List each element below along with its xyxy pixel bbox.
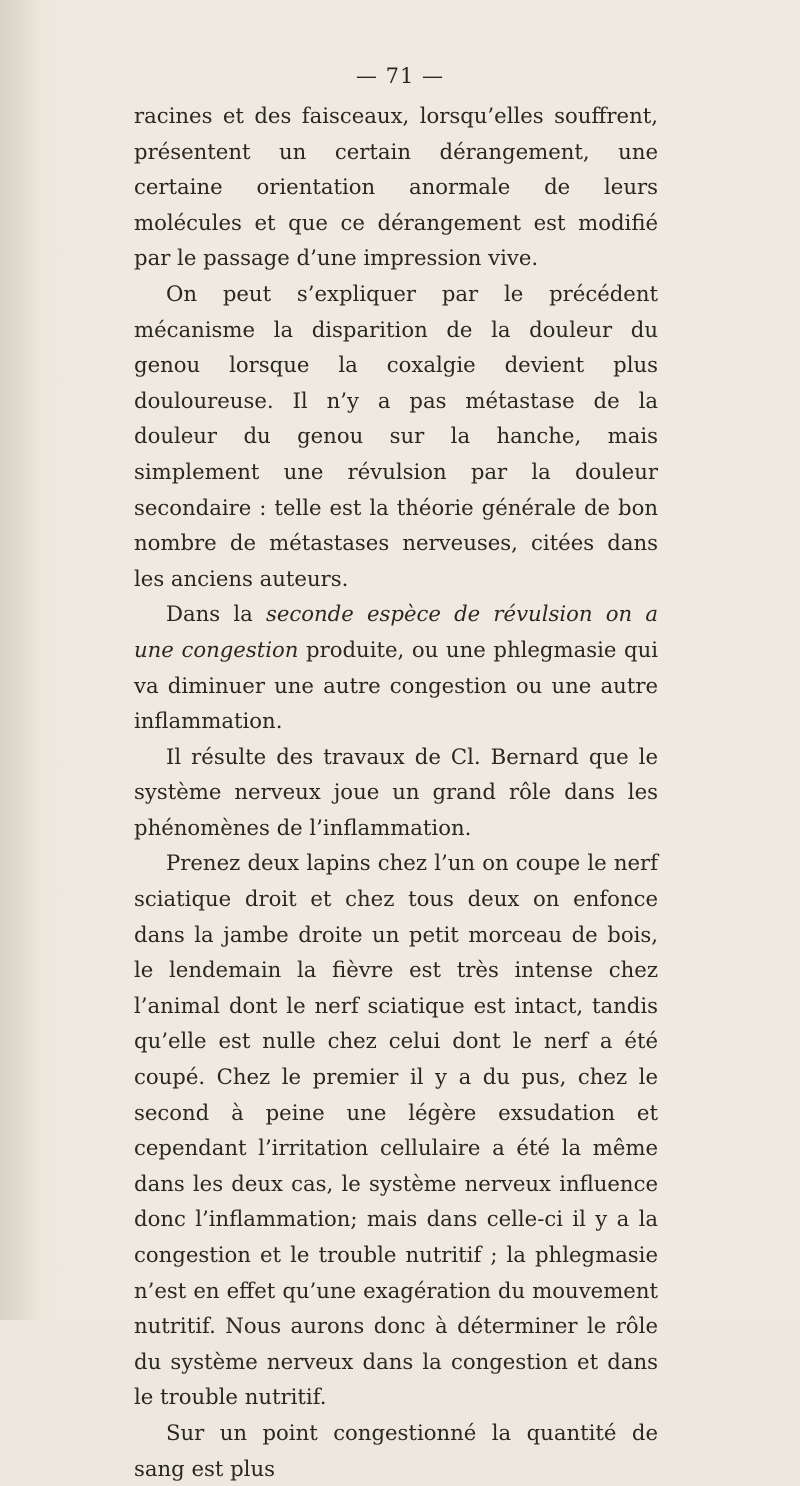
paragraph-text: Sur un point congestionné la quantité de sang est plus — [134, 1419, 658, 1481]
page-binding-shadow — [0, 0, 40, 1320]
paragraph — [134, 739, 658, 846]
paragraph-text: Prenez deux lapins chez l’un on coupe le nerf sciatique droit et chez tous deux on enfonce dans la jambe droite un petit morceau de bois, le lendemain la fièvre est très intense chez l’animal dont le nerf sciatique est intact, tandis qu’elle est nulle chez celui dont le nerf a été coupé. Chez le premier il y a du pus, chez le second à peine une légère exsudation et cependant l’irritation cellulaire a été la même dans les deux cas, le système nerveux influence donc l’inflammation; mais dans celle-ci il y a la congestion et le trouble nutritif ; la phlegmasie n’est en effet qu’une exagération du mouvement nutritif. Nous aurons donc à déterminer le rôle du système nerveux dans la congestion et dans le trouble nutritif. — [134, 850, 658, 1410]
paragraph — [134, 845, 658, 1415]
paragraph-text: produite, ou une phlegmasie qui va diminuer une autre congestion ou une autre inflammation. — [134, 636, 659, 734]
page-number: — 71 — — [355, 64, 445, 88]
body-text — [134, 98, 658, 1486]
paragraph — [134, 98, 658, 276]
paragraph — [134, 1415, 658, 1486]
paragraph-text: Il résulte des travaux de Cl. Bernard que le système nerveux joue un grand rôle dans les phénomènes de l’inflammation. — [134, 743, 658, 840]
italic-phrase: seconde espèce de révulsion on a une congestion — [134, 601, 658, 662]
paragraph — [134, 276, 658, 596]
paragraph-text: On peut s’expliquer par le précédent mécanisme la disparition de la douleur du genou lorsque la coxalgie devient plus douloureuse. Il n’y a pas métastase de la douleur du genou sur la hanche, mais simplement une révulsion par la douleur secondaire : telle est la théorie générale de bon nombre de métastases nerveuses, citées dans les anciens auteurs. — [134, 280, 658, 591]
paragraph-text: Dans la — [166, 601, 266, 627]
paragraph-text: racines et des faisceaux, lorsqu’elles souffrent, présentent un certain dérangement, une certaine orientation anormale de leurs molécules et que ce dérangement est modifié par le passage d’une impression vive. — [134, 103, 658, 271]
paragraph — [134, 596, 658, 738]
